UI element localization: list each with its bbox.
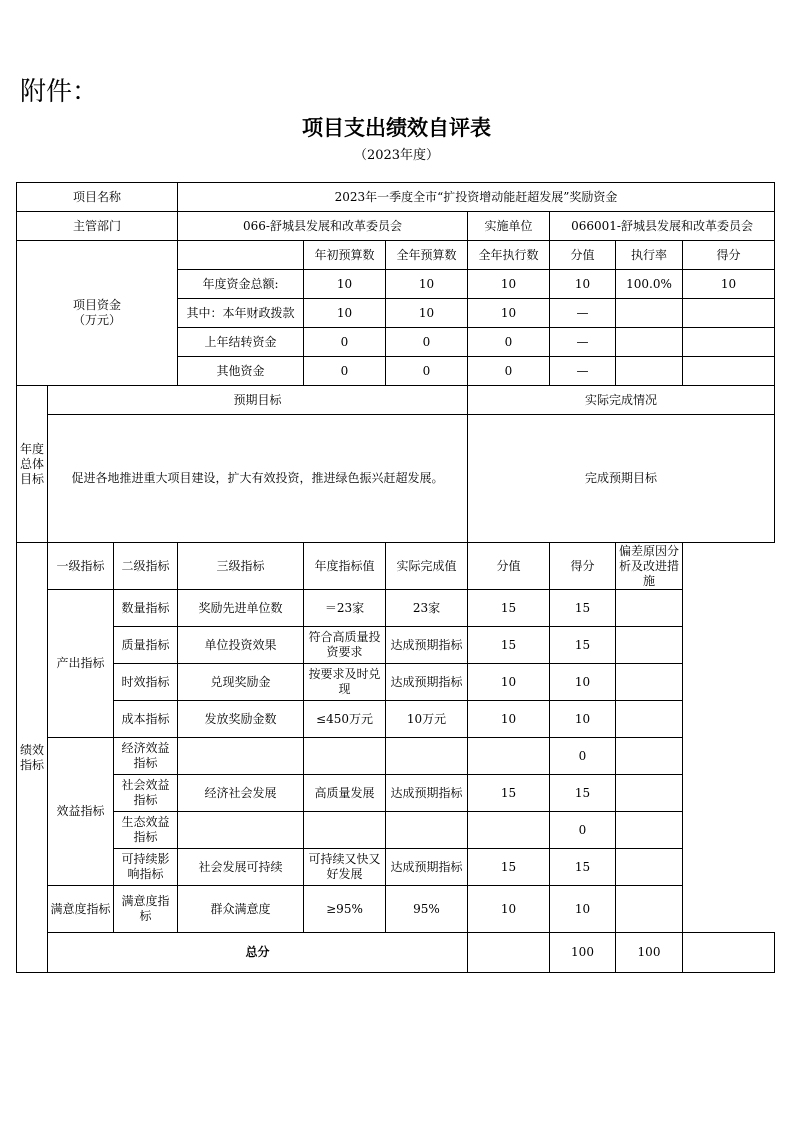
funds-cell: 10: [468, 299, 550, 328]
goals-header-row: [17, 386, 775, 415]
funds-cell: 0: [304, 357, 386, 386]
perf-analysis: [616, 664, 683, 701]
perf-l2: 可持续影响指标: [114, 849, 178, 886]
perf-header: 得分: [550, 543, 616, 590]
perf-header: 实际完成值: [386, 543, 468, 590]
perf-l3: [178, 812, 304, 849]
funds-cell: 0: [468, 328, 550, 357]
perf-l3: 经济社会发展: [178, 775, 304, 812]
funds-label-line1: 项目资金: [72, 298, 121, 312]
impl-value: 066001-舒城县发展和改革委员会: [550, 212, 775, 241]
perf-l3: 单位投资效果: [178, 627, 304, 664]
dept-value: 066-舒城县发展和改革委员会: [178, 212, 468, 241]
funds-row-label: 上年结转资金: [178, 328, 304, 357]
project-name-label: 项目名称: [17, 183, 178, 212]
funds-header: 年初预算数: [304, 241, 386, 270]
year-subtitle: （2023年度）: [353, 148, 440, 163]
funds-header: 得分: [683, 241, 775, 270]
perf-header: 三级指标: [178, 543, 304, 590]
project-name-value: 2023年一季度全市“扩投资增动能赶超发展”奖励资金: [178, 183, 775, 212]
perf-row: [17, 775, 775, 812]
funds-label: [17, 241, 178, 386]
perf-header: 年度指标值: [304, 543, 386, 590]
funds-cell: [683, 299, 775, 328]
perf-score: 15: [550, 590, 616, 627]
perf-l3: 群众满意度: [178, 886, 304, 933]
perf-value: 15: [468, 775, 550, 812]
funds-cell: [683, 328, 775, 357]
perf-analysis: [616, 886, 683, 933]
funds-header-blank: [178, 241, 304, 270]
perf-header: 二级指标: [114, 543, 178, 590]
perf-actual: 达成预期指标: [386, 627, 468, 664]
perf-header: 偏差原因分析及改进措施: [616, 543, 683, 590]
funds-cell: 100.0%: [616, 270, 683, 299]
perf-l2: 数量指标: [114, 590, 178, 627]
perf-analysis: [616, 849, 683, 886]
perf-row: [17, 812, 775, 849]
perf-l3: 发放奖励金数: [178, 701, 304, 738]
funds-header-row: [17, 241, 775, 270]
funds-label-line2: （万元）: [72, 313, 121, 327]
perf-analysis: [616, 738, 683, 775]
perf-row: [17, 627, 775, 664]
funds-cell: 10: [304, 299, 386, 328]
perf-row: [17, 738, 775, 775]
perf-analysis: [616, 775, 683, 812]
perf-l2: 经济效益指标: [114, 738, 178, 775]
perf-actual: [386, 738, 468, 775]
perf-l3: 兑现奖励金: [178, 664, 304, 701]
perf-l2: 质量指标: [114, 627, 178, 664]
funds-cell: 10: [386, 299, 468, 328]
perf-actual: 达成预期指标: [386, 664, 468, 701]
perf-group-benefit: 效益指标: [48, 738, 114, 886]
perf-value: 15: [468, 627, 550, 664]
perf-analysis: [616, 627, 683, 664]
funds-cell: 10: [304, 270, 386, 299]
perf-row: [17, 849, 775, 886]
funds-cell: [616, 299, 683, 328]
department-row: [17, 212, 775, 241]
perf-row: [17, 590, 775, 627]
perf-target: [304, 812, 386, 849]
perf-l3: 社会发展可持续: [178, 849, 304, 886]
perf-score: 0: [550, 812, 616, 849]
perf-value: 10: [468, 886, 550, 933]
perf-value: 15: [468, 849, 550, 886]
perf-l2: 时效指标: [114, 664, 178, 701]
impl-label: 实施单位: [468, 212, 550, 241]
perf-l3: [178, 738, 304, 775]
funds-cell: 0: [468, 357, 550, 386]
perf-score: 10: [550, 664, 616, 701]
perf-value: 15: [468, 590, 550, 627]
funds-cell: [616, 357, 683, 386]
funds-cell: 10: [683, 270, 775, 299]
funds-cell: —: [550, 328, 616, 357]
total-blank: [468, 933, 550, 973]
funds-cell: 10: [550, 270, 616, 299]
funds-cell: 0: [386, 328, 468, 357]
total-value: 100: [550, 933, 616, 973]
perf-score: 15: [550, 775, 616, 812]
perf-section-label: 绩效指标: [17, 543, 48, 973]
attachment-label: 附件：: [20, 77, 99, 107]
perf-header: 一级指标: [48, 543, 114, 590]
perf-target: ≤450万元: [304, 701, 386, 738]
perf-score: 15: [550, 627, 616, 664]
perf-l2: 社会效益指标: [114, 775, 178, 812]
funds-cell: 0: [304, 328, 386, 357]
actual-goal-text: 完成预期目标: [468, 415, 775, 543]
perf-target: 符合高质量投资要求: [304, 627, 386, 664]
funds-header: 全年预算数: [386, 241, 468, 270]
perf-actual: 10万元: [386, 701, 468, 738]
perf-value: [468, 738, 550, 775]
page-title: 项目支出绩效自评表: [302, 115, 491, 140]
funds-cell: [683, 357, 775, 386]
perf-header: 分值: [468, 543, 550, 590]
perf-value: 10: [468, 701, 550, 738]
funds-cell: —: [550, 299, 616, 328]
perf-target: [304, 738, 386, 775]
perf-analysis: [616, 701, 683, 738]
perf-group-satisfaction: 满意度指标: [48, 886, 114, 933]
funds-header: 执行率: [616, 241, 683, 270]
perf-target: ＝23家: [304, 590, 386, 627]
perf-target: 按要求及时兑现: [304, 664, 386, 701]
perf-target: ≥95%: [304, 886, 386, 933]
perf-row: [17, 701, 775, 738]
perf-actual: 23家: [386, 590, 468, 627]
perf-row: [17, 664, 775, 701]
total-row: [17, 933, 775, 973]
total-analysis: [683, 933, 775, 973]
dept-label: 主管部门: [17, 212, 178, 241]
funds-cell: 10: [468, 270, 550, 299]
perf-value: 10: [468, 664, 550, 701]
self-evaluation-table: [16, 182, 775, 973]
perf-score: 0: [550, 738, 616, 775]
perf-l3: 奖励先进单位数: [178, 590, 304, 627]
funds-row-label: 其中：本年财政拨款: [178, 299, 304, 328]
expected-goal-text: 促进各地推进重大项目建设，扩大有效投资，推进绿色振兴赶超发展。: [48, 415, 468, 543]
perf-actual: 达成预期指标: [386, 849, 468, 886]
actual-goal-header: 实际完成情况: [468, 386, 775, 415]
perf-analysis: [616, 812, 683, 849]
perf-target: 可持续又快又好发展: [304, 849, 386, 886]
funds-header: 分值: [550, 241, 616, 270]
funds-cell: [616, 328, 683, 357]
funds-cell: —: [550, 357, 616, 386]
total-label: 总分: [48, 933, 468, 973]
perf-l2: 生态效益指标: [114, 812, 178, 849]
perf-score: 15: [550, 849, 616, 886]
goals-section-label: 年度总体目标: [17, 386, 48, 543]
perf-actual: [386, 812, 468, 849]
project-name-row: [17, 183, 775, 212]
funds-header: 全年执行数: [468, 241, 550, 270]
total-score: 100: [616, 933, 683, 973]
goals-content-row: [17, 415, 775, 543]
expected-goal-header: 预期目标: [48, 386, 468, 415]
perf-actual: 达成预期指标: [386, 775, 468, 812]
perf-score: 10: [550, 886, 616, 933]
funds-row-label: 年度资金总额:: [178, 270, 304, 299]
funds-cell: 10: [386, 270, 468, 299]
perf-actual: 95%: [386, 886, 468, 933]
perf-l2: 满意度指标: [114, 886, 178, 933]
funds-row-label: 其他资金: [178, 357, 304, 386]
perf-value: [468, 812, 550, 849]
perf-analysis: [616, 590, 683, 627]
perf-row: [17, 886, 775, 933]
perf-group-output: 产出指标: [48, 590, 114, 738]
perf-l2: 成本指标: [114, 701, 178, 738]
perf-score: 10: [550, 701, 616, 738]
perf-target: 高质量发展: [304, 775, 386, 812]
perf-header-row: [17, 543, 775, 590]
funds-cell: 0: [386, 357, 468, 386]
